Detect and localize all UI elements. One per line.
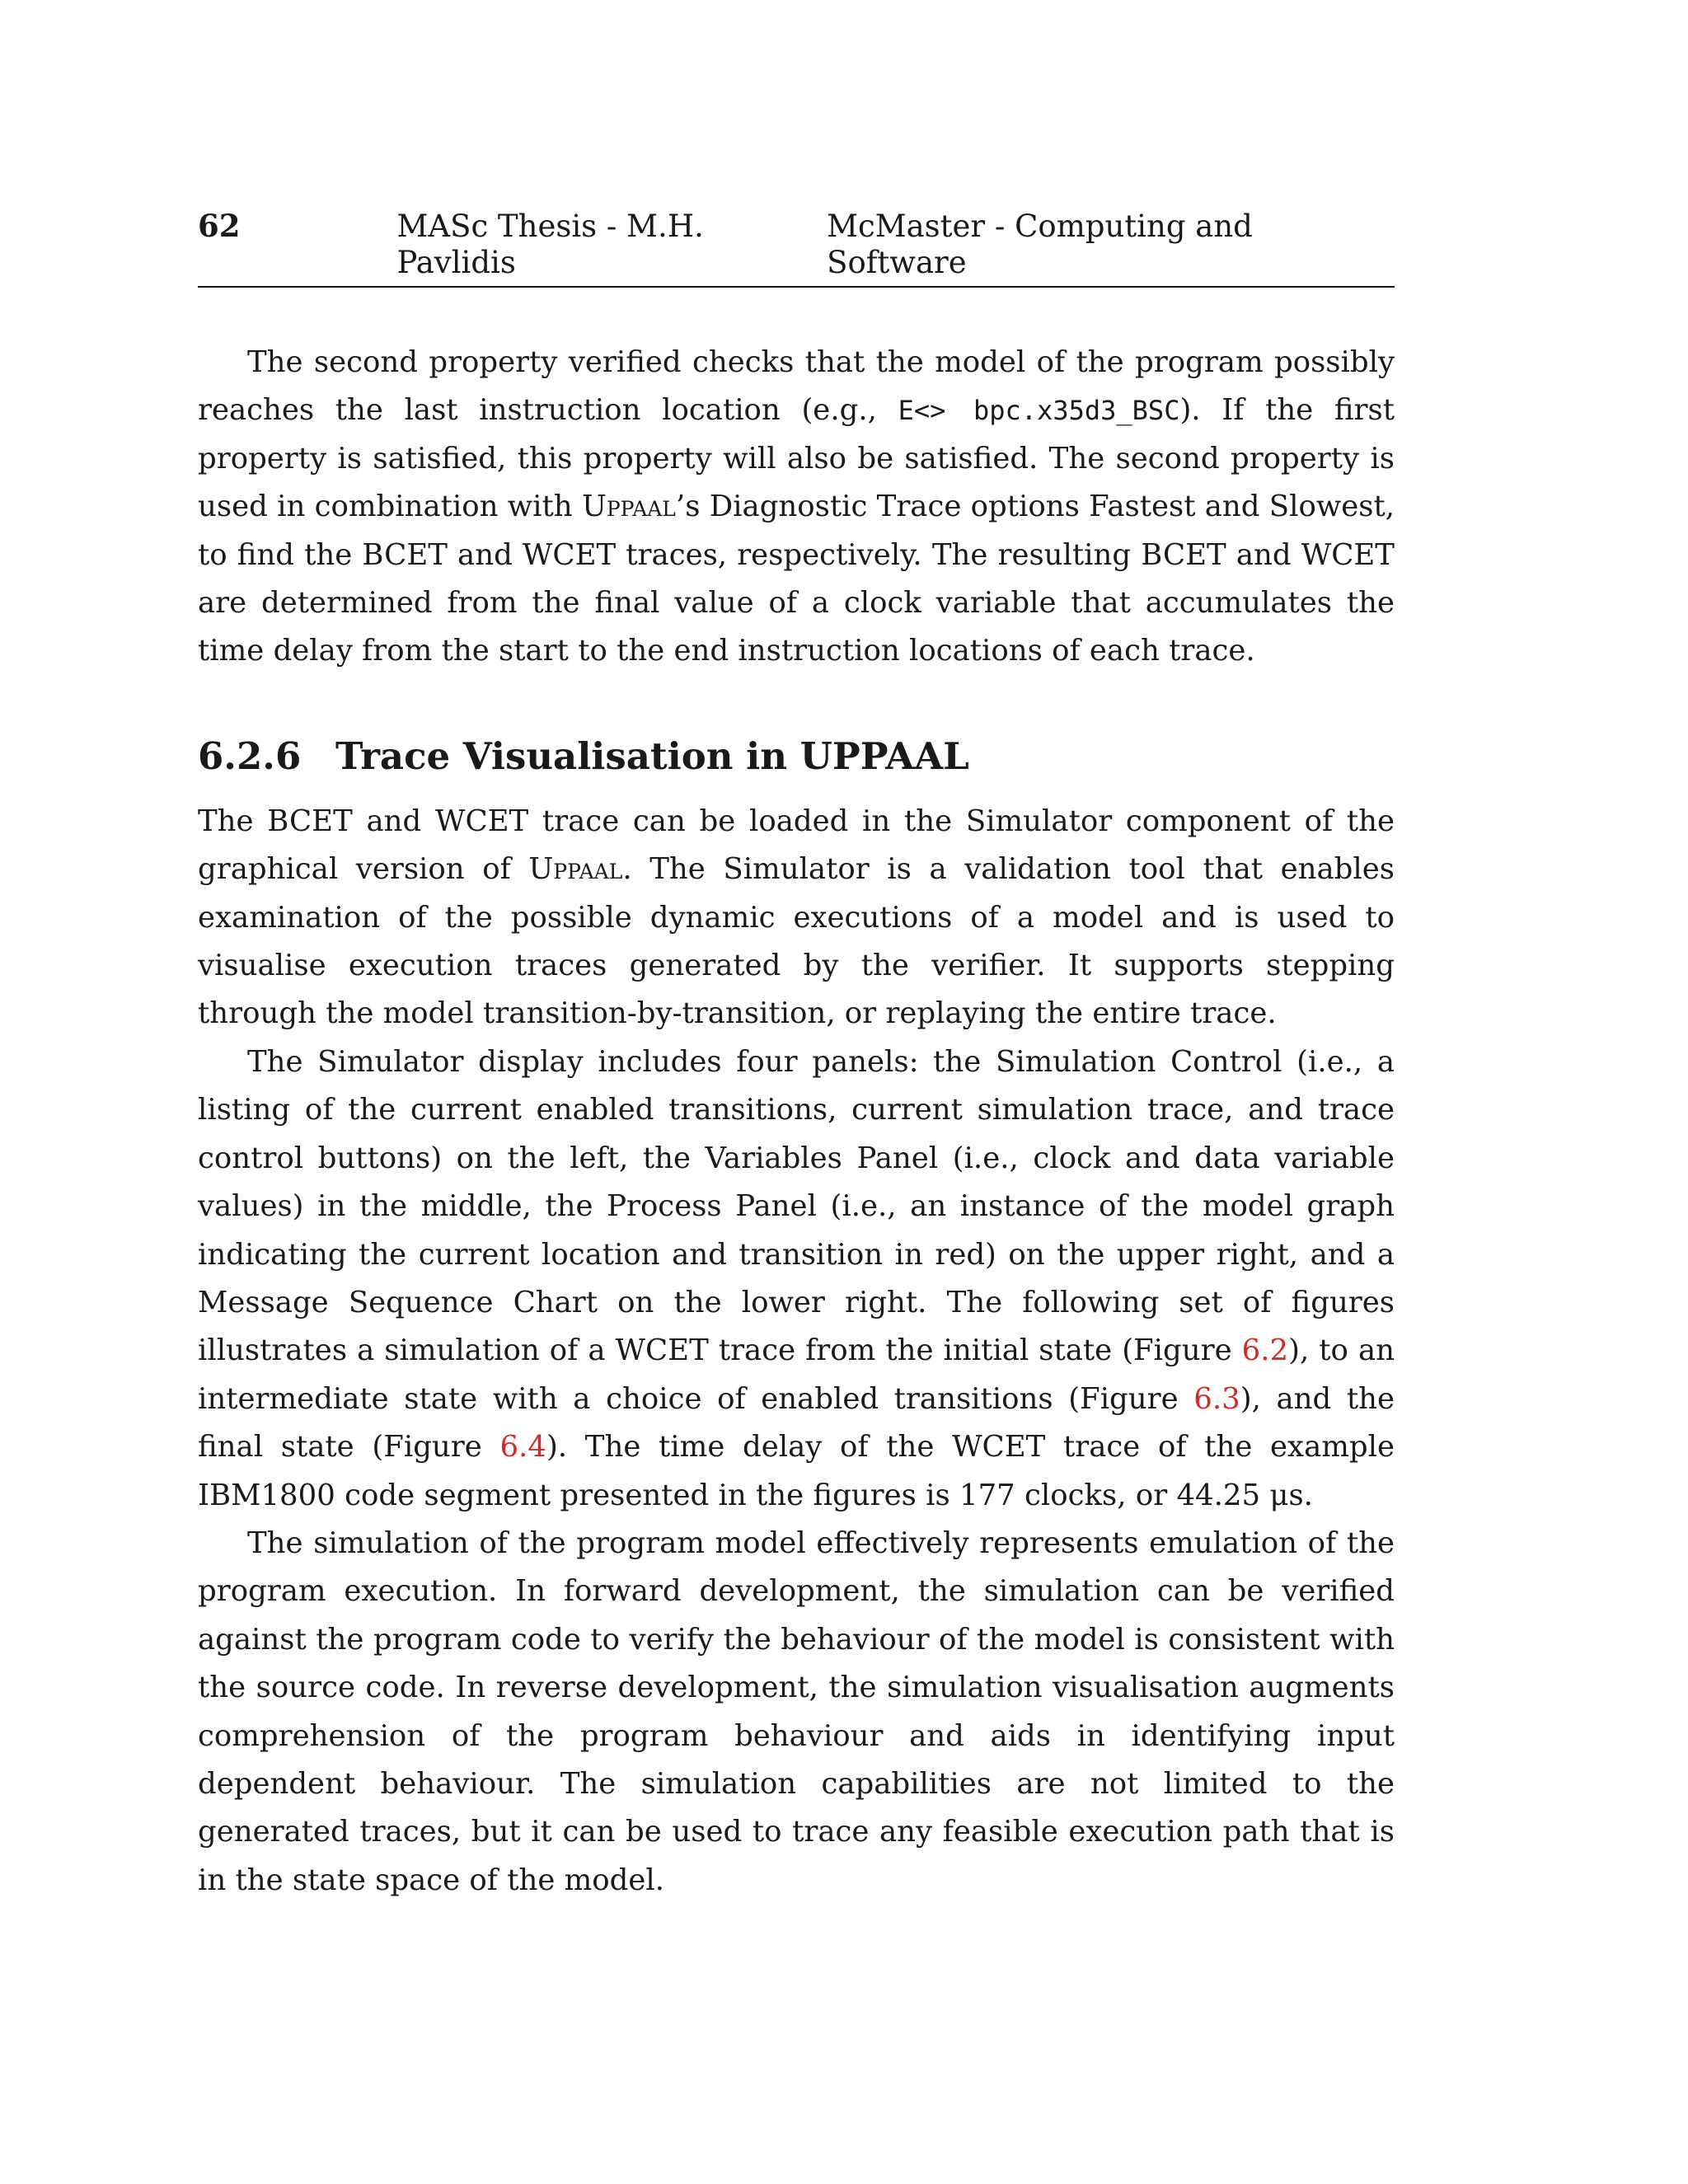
thesis-page	[198, 208, 1395, 1905]
figure-ref-6-4[interactable]: 6.4	[499, 1430, 546, 1465]
paragraph-simulator-intro: The BCET and WCET trace can be loaded in the Simulator component of the graphical version of Uppaal. The Simulator is a validation tool that enables examination of the possible dynamic executions of a model and is used to visualise execution traces generated by the verifier. It supports stepping through the model transition-by-transition, or replaying the entire trace.	[198, 804, 1395, 1031]
unit-microseconds: μs.	[1269, 1478, 1313, 1512]
uppaal-name: Uppaal	[581, 490, 676, 524]
paragraph-simulator-panels: The Simulator display includes four panels: the Simulation Control (i.e., a listing of the current enabled transitions, current simulation trace, and trace control buttons) on the left, the Variables Panel (i.e., clock and data variable values) in the middle, the Process Panel (i.e., an instance of the model graph indicating the current location and transition in red) on the upper right, and a Message Sequence Chart on the lower right. The following set of figures illustrates a simulation of a WCET trace from the initial state (Figure 6.2), to an intermediate state with a choice of enabled transitions (Figure 6.3), and the final state (Figure 6.4). The time delay of the WCET trace of the example IBM1800 code segment presented in the figures is 177 clocks, or 44.25 μs.	[198, 1044, 1395, 1512]
body-text	[198, 339, 1395, 1905]
header-thesis-title: MASc Thesis - M.H. Pavlidis	[396, 209, 704, 280]
section-heading	[198, 733, 1395, 780]
uppaal-name: Uppaal	[528, 852, 623, 887]
paragraph-second-property: The second property verified checks that the model of the program possibly reaches the last instruction location (e.g., E<> bpc.x35d3_BSC). If the first property is satisfied, this property will also be satisfied. The second property is used in combination with Uppaal’s Diagnostic Trace options Fastest and Slowest, to find the BCET and WCET traces, respectively. The resulting BCET and WCET are determined from the final value of a clock variable that accumulates the time delay from the start to the end instruction locations of each trace.	[198, 345, 1395, 668]
running-header	[198, 208, 1395, 288]
section-title: Trace Visualisation in UPPAAL	[335, 733, 969, 778]
figure-ref-6-2[interactable]: 6.2	[1241, 1333, 1289, 1368]
page-number: 62	[198, 208, 241, 244]
paragraph-simulation-emulation: The simulation of the program model effectively represents emulation of the program execution. In forward development, the simulation can be verified against the program code to verify the behaviour of the model is consistent with the source code. In reverse development, the simulation visualisation augments comprehension of the program behaviour and aids in identifying input dependent behaviour. The simulation capabilities are not limited to the generated traces, but it can be used to trace any feasible execution path that is in the state space of the model.	[198, 1526, 1395, 1897]
header-department: McMaster - Computing and Software	[827, 209, 1253, 280]
figure-ref-6-3[interactable]: 6.3	[1193, 1381, 1240, 1416]
section-number: 6.2.6	[198, 733, 302, 778]
inline-code-query: E<> bpc.x35d3_BSC	[898, 395, 1180, 427]
